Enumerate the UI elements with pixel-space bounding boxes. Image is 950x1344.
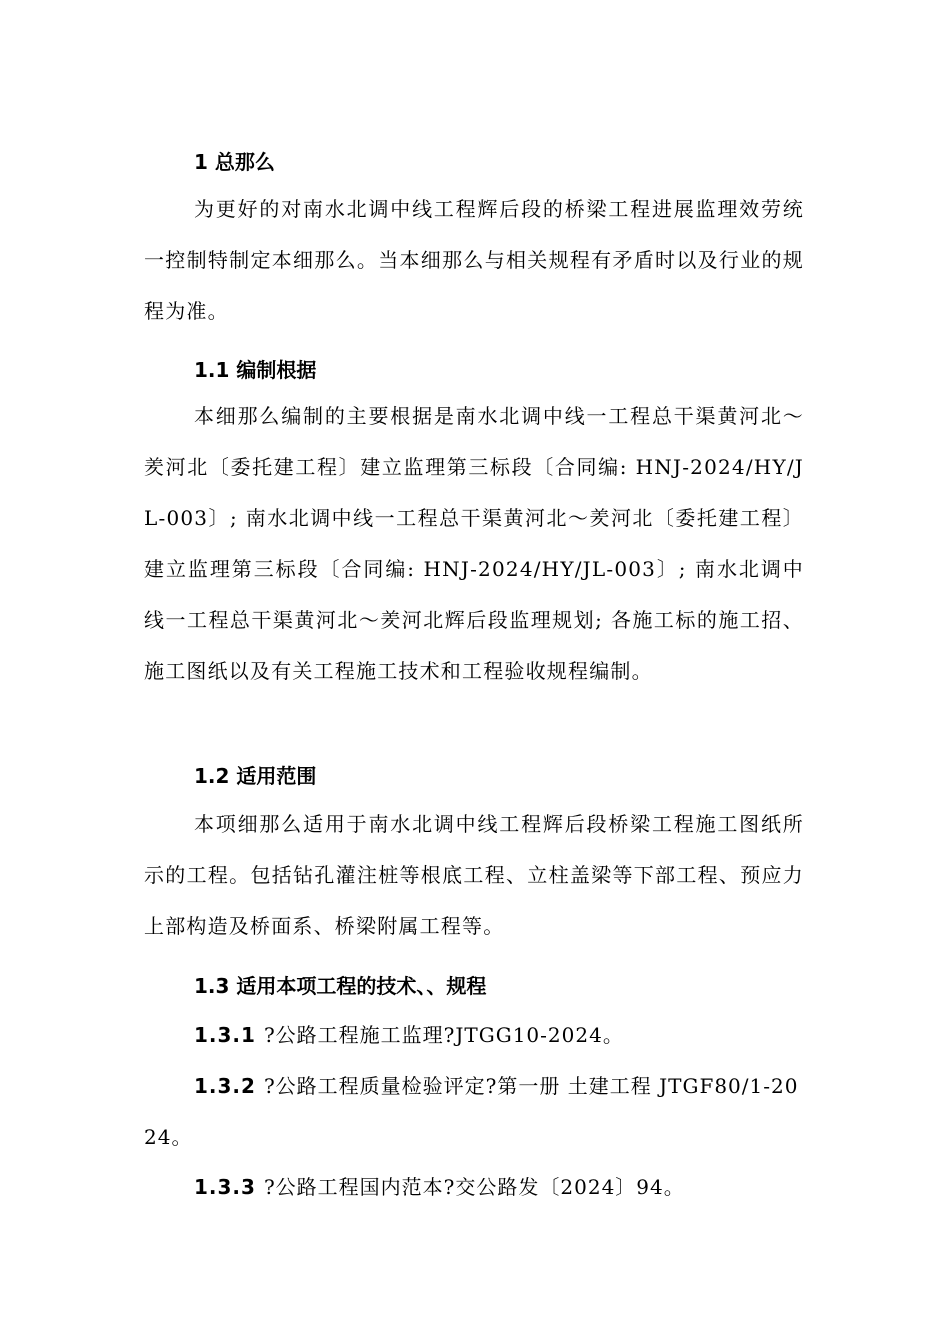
section-heading-1: 1 总那么 [194, 150, 275, 174]
section-heading-1-2: 1.2 适用范围 [194, 764, 317, 788]
standard-item-text: ?公路工程施工监理?JTGG10-2024。 [263, 1023, 624, 1047]
section-heading-1-3: 1.3 适用本项工程的技术、、规程 [194, 974, 487, 998]
standard-item-number: 1.3.2 [194, 1074, 256, 1098]
standard-item [144, 1061, 804, 1163]
standard-item-number: 1.3.1 [194, 1023, 256, 1047]
standard-item-text: ?公路工程国内范本?交公路发〔2024〕94。 [263, 1175, 685, 1199]
section-1-2-paragraph: 本项细那么适用于南水北调中线工程辉后段桥梁工程施工图纸所示的工程。包括钻孔灌注桩等根底工程、立柱盖梁等下部工程、预应力上部构造及桥面系、桥梁附属工程等。 [144, 812, 804, 938]
standard-item [144, 1010, 804, 1061]
section-heading-1-1: 1.1 编制根据 [194, 358, 317, 382]
standard-item-number: 1.3.3 [194, 1175, 256, 1199]
section-1-paragraph: 为更好的对南水北调中线工程辉后段的桥梁工程进展监理效劳统一控制特制定本细那么。当本细那么与相关规程有矛盾时以及行业的规程为准。 [144, 197, 804, 323]
standard-item-text: ?公路工程质量检验评定?第一册 土建工程 JTGF80/1-2024。 [144, 1074, 799, 1149]
section-1-1-paragraph: 本细那么编制的主要根据是南水北调中线一工程总干渠黄河北～羑河北〔委托建工程〕建立监理第三标段〔合同编: HNJ-2024/HY/JL-003〕; 南水北调中线一工程总干渠黄河北～羑河北〔委托建工程〕建立监理第三标段〔合同编: HNJ-2024/HY/JL-003〕; 南水北调中线一工程总干渠黄河北～羑河北辉后段监理规划; 各施工标的施工招、施工图纸以及有关工程施工技术和工程验收规程编制。 [144, 404, 804, 683]
standard-item [144, 1162, 804, 1213]
